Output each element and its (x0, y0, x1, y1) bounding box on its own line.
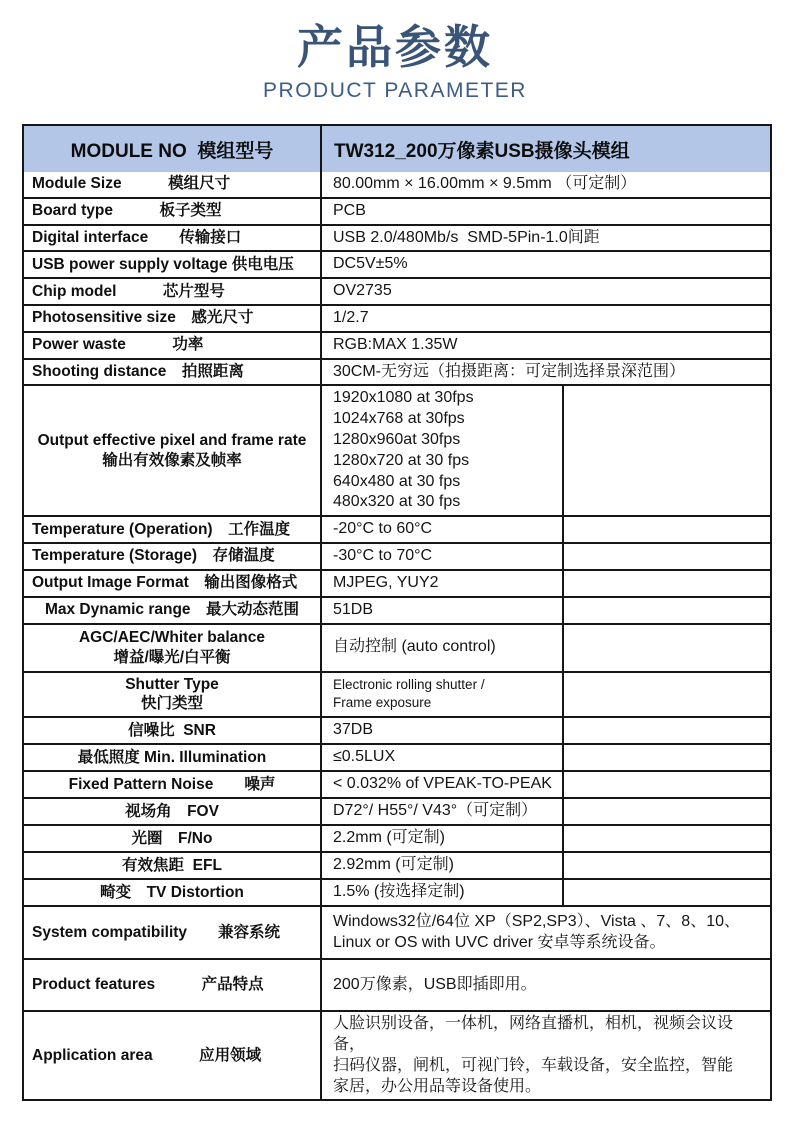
row-value-line: Electronic rolling shutter / (333, 677, 485, 693)
row-value-line: USB 2.0/480Mb/s SMD-5Pin-1.0间距 (333, 228, 600, 246)
table-row (24, 623, 770, 671)
row-label-line: Max Dynamic range 最大动态范围 (44, 601, 300, 619)
row-value (320, 826, 562, 851)
table-row (24, 224, 770, 251)
row-value-line: 200万像素，USB即插即用。 (333, 975, 537, 993)
row-value (320, 199, 770, 224)
table-row (24, 878, 770, 905)
row-value (320, 907, 770, 958)
row-value-line: -30°C to 70°C (333, 546, 433, 564)
row-label (24, 907, 320, 958)
row-value-line: 80.00mm × 16.00mm × 9.5mm （可定制） (333, 175, 637, 192)
row-label (24, 252, 320, 277)
row-label-line: 快门类型 (140, 695, 203, 713)
table-row (24, 824, 770, 851)
row-label (24, 517, 320, 542)
row-value-line: 1280x960at 30fps (333, 430, 461, 448)
row-label-line: Chip model 芯片型号 (32, 282, 225, 300)
row-empty-cell (562, 718, 770, 743)
row-label (24, 745, 320, 770)
table-row (24, 250, 770, 277)
row-label (24, 853, 320, 878)
table-row (24, 197, 770, 224)
row-label (24, 880, 320, 905)
row-label (24, 799, 320, 824)
row-empty-cell (562, 745, 770, 770)
row-label (24, 673, 320, 717)
row-value (320, 853, 562, 878)
row-value (320, 880, 562, 905)
row-value-line: 1920x1080 at 30fps (333, 389, 474, 407)
row-label-line: USB power supply voltage 供电电压 (32, 255, 294, 273)
page-subtitle: PRODUCT PARAMETER (263, 78, 527, 102)
row-value-line: Windows32位/64位 XP（SP2,SP3）、Vista 、7、8、10、 (333, 912, 740, 930)
row-label (24, 199, 320, 224)
row-empty-cell (562, 517, 770, 542)
table-row (24, 743, 770, 770)
row-label (24, 1012, 320, 1099)
row-value-line: -20°C to 60°C (333, 520, 433, 538)
row-label-line: Digital interface 传输接口 (32, 229, 242, 247)
row-empty-cell (562, 673, 770, 717)
row-label-line: Product features 产品特点 (32, 976, 264, 994)
row-value-line: 1.5% (按选择定制) (333, 883, 465, 901)
row-label-line: Temperature (Storage) 存储温度 (32, 547, 275, 565)
row-empty-cell (562, 386, 770, 515)
row-value-line: 640x480 at 30 fps (333, 472, 461, 490)
table-row (24, 770, 770, 797)
row-value-line: 1/2.7 (333, 308, 369, 326)
table-row (24, 569, 770, 596)
row-value (320, 279, 770, 304)
row-label (24, 386, 320, 515)
row-value (320, 172, 770, 197)
row-label-line: Board type 板子类型 (32, 202, 222, 220)
row-value-line: 1280x720 at 30 fps (333, 451, 470, 469)
row-value-line: RGB:MAX 1.35W (333, 335, 458, 353)
row-label-line: 输出有效像素及帧率 (102, 451, 242, 469)
table-header-label: MODULE NO 模组型号 (70, 140, 274, 162)
row-value-line: < 0.032% of VPEAK-TO-PEAK (333, 775, 552, 793)
row-value-line: 1024x768 at 30fps (333, 410, 465, 428)
table-row (24, 797, 770, 824)
row-empty-cell (562, 826, 770, 851)
row-value-line: 51DB (333, 600, 374, 618)
row-label-line: Temperature (Operation) 工作温度 (32, 520, 291, 538)
row-value-line: 30CM-无穷远（拍摄距离：可定制选择景深范围） (333, 362, 686, 380)
row-value (320, 226, 770, 251)
row-value-line: 37DB (333, 721, 374, 739)
row-label-line: 最低照度 Min. Illumination (77, 748, 267, 766)
row-value-line: Linux or OS with UVC driver 安卓等系统设备。 (333, 933, 666, 951)
table-row (24, 172, 770, 197)
row-value-line: D72°/ H55°/ V43°（可定制） (333, 802, 538, 820)
table-header-value: TW312_200万像素USB摄像头模组 (320, 126, 770, 172)
row-value-line: 扫码仪器，闸机，可视门铃，车载设备，安全监控，智能 (333, 1056, 734, 1074)
table-row (24, 851, 770, 878)
row-label (24, 718, 320, 743)
row-value-line: 2.92mm (可定制) (333, 856, 454, 874)
table-row (24, 1010, 770, 1099)
row-label (24, 544, 320, 569)
row-value (320, 571, 562, 596)
table-row (24, 277, 770, 304)
row-value (320, 386, 562, 515)
row-value-line: 自动控制 (auto control) (333, 638, 496, 656)
row-empty-cell (562, 880, 770, 905)
table-row (24, 384, 770, 515)
spec-table (22, 124, 772, 1101)
row-label-line: Shooting distance 拍照距离 (32, 363, 244, 381)
row-value-line: OV2735 (333, 282, 392, 300)
row-value (320, 306, 770, 331)
row-value (320, 799, 562, 824)
table-header-row (24, 126, 770, 172)
table-row (24, 304, 770, 331)
row-label (24, 960, 320, 1010)
row-label-line: Module Size 模组尺寸 (32, 175, 231, 193)
row-label (24, 360, 320, 385)
row-value-line: ≤0.5LUX (333, 748, 396, 766)
row-value (320, 772, 562, 797)
row-label (24, 625, 320, 671)
row-empty-cell (562, 772, 770, 797)
row-value (320, 745, 562, 770)
row-empty-cell (562, 625, 770, 671)
row-value (320, 1012, 770, 1099)
row-empty-cell (562, 853, 770, 878)
row-label-line: Output effective pixel and frame rate (37, 431, 307, 449)
row-label-line: 视场角 FOV (125, 802, 219, 820)
row-label-line: 畸变 TV Distortion (100, 883, 244, 901)
row-label (24, 279, 320, 304)
table-row (24, 596, 770, 623)
row-label-line: Fixed Pattern Noise 噪声 (68, 775, 276, 793)
row-label (24, 598, 320, 623)
table-body (24, 172, 770, 1099)
row-label (24, 333, 320, 358)
table-row (24, 958, 770, 1010)
row-value-line: PCB (333, 201, 366, 219)
row-label (24, 826, 320, 851)
row-value (320, 673, 562, 717)
table-row (24, 716, 770, 743)
table-row (24, 542, 770, 569)
row-value-line: MJPEG, YUY2 (333, 573, 439, 591)
row-value (320, 360, 770, 385)
page-header (0, 0, 790, 103)
row-label-line: Power waste 功率 (32, 336, 204, 354)
row-label-line: 信噪比 SNR (128, 721, 216, 739)
row-empty-cell (562, 598, 770, 623)
table-row (24, 358, 770, 385)
row-label-line: 增益/曝光/白平衡 (113, 648, 231, 666)
table-row (24, 905, 770, 958)
page-title: 产品参数 (297, 21, 493, 73)
row-label-line: Application area 应用领域 (32, 1046, 262, 1064)
row-value (320, 517, 562, 542)
row-label-line: 有效焦距 EFL (122, 856, 222, 874)
row-label-line: Shutter Type (125, 675, 219, 693)
row-label-line: AGC/AEC/Whiter balance (78, 628, 266, 646)
table-row (24, 515, 770, 542)
row-label-line: Photosensitive size 感光尺寸 (32, 309, 254, 327)
row-label-line: System compatibility 兼容系统 (32, 923, 281, 941)
row-value (320, 544, 562, 569)
row-empty-cell (562, 799, 770, 824)
table-row (24, 331, 770, 358)
row-label (24, 772, 320, 797)
row-value-line: Frame exposure (333, 695, 432, 711)
row-empty-cell (562, 571, 770, 596)
row-label-line: Output Image Format 输出图像格式 (32, 574, 298, 592)
row-value (320, 333, 770, 358)
table-row (24, 671, 770, 717)
row-label (24, 172, 320, 197)
row-value-line: DC5V±5% (333, 255, 408, 273)
row-value-line: 2.2mm (可定制) (333, 829, 446, 847)
row-value-line: 家居，办公用品等设备使用。 (333, 1077, 542, 1095)
row-label (24, 306, 320, 331)
row-label-line: 光圈 F/No (131, 829, 213, 847)
row-value-line: 人脸识别设备，一体机，网络直播机，相机，视频会议设备， (333, 1015, 734, 1053)
row-value (320, 960, 770, 1010)
row-empty-cell (562, 544, 770, 569)
row-value (320, 718, 562, 743)
row-value (320, 598, 562, 623)
row-value-line: 480x320 at 30 fps (333, 493, 461, 511)
row-label (24, 226, 320, 251)
row-value (320, 625, 562, 671)
row-label (24, 571, 320, 596)
row-value (320, 252, 770, 277)
